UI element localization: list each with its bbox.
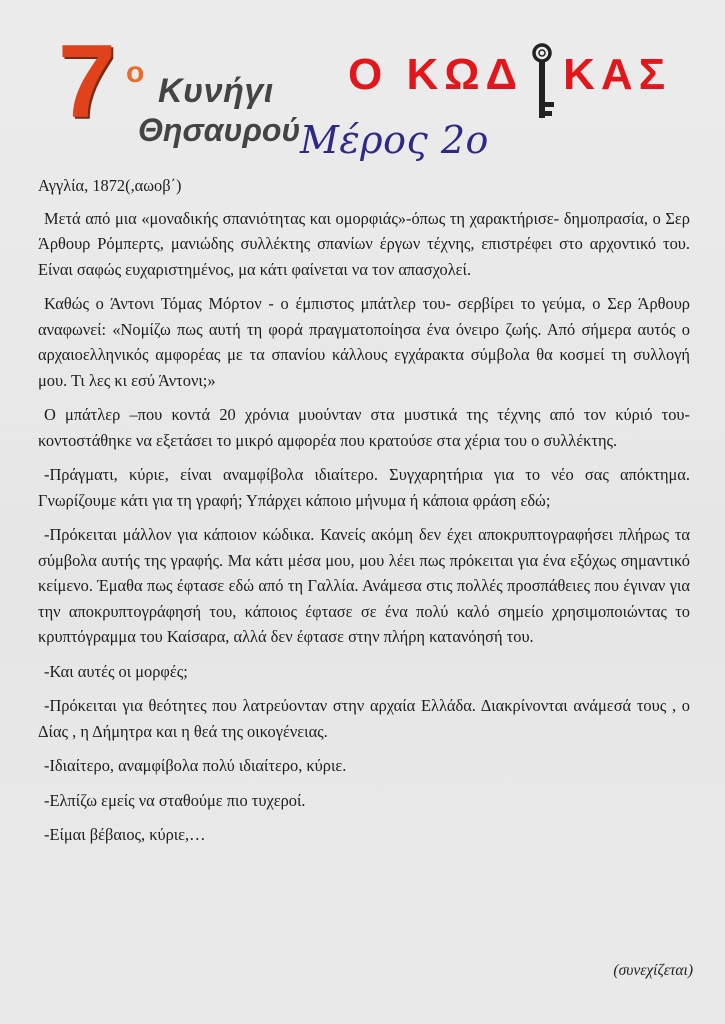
- to-be-continued: (συνεχίζεται): [613, 962, 693, 979]
- logo-word-2: Θησαυρού: [138, 112, 301, 148]
- paragraph: Μετά από μια «μοναδικής σπανιότητας και ομορφιάς»-όπως τη χαρακτήρισε- δημοπρασία, ο Σερ Άρθουρ Ρόμπερτς, μανιώδης συλλέκτης σπανίων έργων τέχνης, επιστρέφει στο αρχοντικό του. Είναι σαφώς ευχαριστημένος, μα κάτι φαίνεται να τον απασχολεί.: [38, 208, 690, 279]
- paragraph: -Πράγματι, κύριε, είναι αναμφίβολα ιδιαίτερο. Συγχαρητήρια για το νέο σας απόκτημα. Γνωρίζουμε κάτι για τη γραφή; Υπάρχει κάποιο μήνυμα ή κάποια φράση εδώ;: [38, 465, 690, 510]
- paragraph: Ο μπάτλερ –που κοντά 20 χρόνια μυούνταν στα μυστικά της τέχνης από τον κύριό του- κοντοστάθηκε να εξετάσει το μικρό αμφορέα που κρατούσε στα χέρια του ο συλλέκτης.: [38, 405, 690, 450]
- paragraph: -Ελπίζω εμείς να σταθούμε πιο τυχεροί.: [44, 790, 306, 810]
- paragraph: -Ιδιαίτερο, αναμφίβολα πολύ ιδιαίτερο, κύριε.: [44, 756, 347, 775]
- logo-number: 7: [58, 24, 116, 140]
- paragraph: -Πρόκειται μάλλον για κάποιον κώδικα. Κανείς ακόμη δεν έχει αποκρυπτογραφήσει πλήρως τα σύμβολα αυτής της γραφής. Μα κάτι μέσα μου, μου λέει πως πρόκειται για ένα εξόχως σημαντικό κείμενο. Έμαθα πως έφτασε εδώ από τη Γαλλία. Ανάμεσα στις πολλές προσπάθειες που έγιναν για την αποκρυπτογράφησή του, κάποιος έφτασε σε ένα πολύ καλό σημείο χρησιμοποιώντας το κρυπτόγραμμα του Καίσαρα, αλλά δεν έφτασε στην πλήρη κατανόησή του.: [38, 525, 690, 646]
- story-text: [38, 173, 690, 857]
- title-part-1: Ο ΚΩΔ: [348, 50, 524, 99]
- part-subtitle: Μέρος 2ο: [300, 118, 489, 162]
- paragraph: Καθώς ο Άντονι Τόμας Μόρτον - ο έμπιστος μπάτλερ του- σερβίρει το γεύμα, ο Σερ Άρθουρ αναφωνεί: «Νομίζω πως αυτή τη φορά πραγματοποίησα ένα όνειρο ζωής. Από σήμερα αυτός ο αρχαιοελληνικός αμφορέας με τα σπανίου κάλλους εγχάρακτα σύμβολα θα κοσμεί τη συλλογή μου. Τι λες κι εσύ Άντονι;»: [38, 294, 690, 390]
- logo-word-1: Κυνήγι: [158, 72, 274, 110]
- page-title: [348, 50, 671, 110]
- logo-superscript: ο: [126, 56, 145, 89]
- paragraph: -Είμαι βέβαιος, κύριε,…: [44, 825, 206, 844]
- title-part-2: ΚΑΣ: [563, 50, 672, 99]
- paragraph: -Πρόκειται για θεότητες που λατρεύονταν στην αρχαία Ελλάδα. Διακρίνονται ανάμεσά τους , ο Δίας , η Δήμητρα και η θεά της οικογένειας.: [38, 696, 690, 741]
- treasure-hunt-logo: [58, 24, 301, 148]
- dateline: Αγγλία, 1872(,αωοβ΄): [38, 176, 182, 195]
- key-icon: [525, 42, 559, 122]
- paragraph: -Και αυτές οι μορφές;: [44, 661, 188, 681]
